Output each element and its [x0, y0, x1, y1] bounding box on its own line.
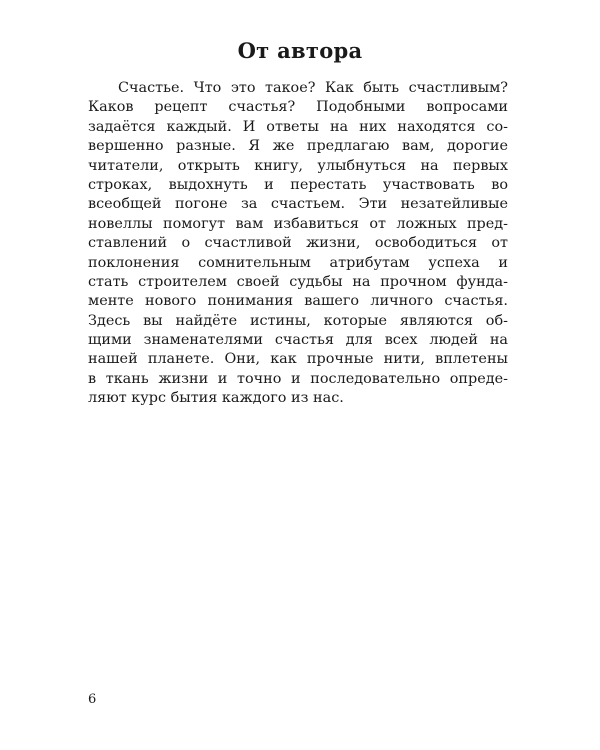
text-line: стать строителем своей судьбы на прочном фунда-	[88, 273, 508, 290]
text-line: Здесь вы найдёте истины, которые являются об-	[88, 312, 508, 329]
text-line: поклонения сомнительным атрибутам успеха и	[88, 254, 508, 271]
text-line: читатели, открыть книгу, улыбнуться на первых	[88, 157, 508, 174]
page-number: 6	[88, 692, 97, 707]
text-line: в ткань жизни и точно и последовательно опреде-	[88, 370, 508, 387]
page-title: От автора	[237, 38, 363, 63]
text-line: ляют курс бытия каждого из нас.	[88, 390, 344, 407]
text-line: вершенно разные. Я же предлагаю вам, дорогие	[88, 138, 508, 155]
text-line: всеобщей погоне за счастьем. Эти незатейливые	[88, 196, 508, 213]
text-line: Каков рецепт счастья? Подобными вопросами	[88, 99, 508, 116]
text-line: строках, выдохнуть и перестать участвовать во	[88, 176, 508, 193]
body-paragraph	[88, 79, 508, 409]
text-line: менте нового понимания вашего личного счастья.	[88, 293, 508, 310]
text-line: нашей планете. Они, как прочные нити, вплетены	[88, 351, 508, 368]
text-line: задаётся каждый. И ответы на них находятся со-	[88, 118, 508, 135]
text-line: Счастье. Что это такое? Как быть счастливым?	[118, 80, 508, 96]
text-line: ставлений о счастливой жизни, освободиться от	[88, 235, 508, 252]
text-line: новеллы помогут вам избавиться от ложных пред-	[88, 215, 508, 232]
text-line: щими знаменателями счастья для всех людей на	[88, 332, 508, 349]
